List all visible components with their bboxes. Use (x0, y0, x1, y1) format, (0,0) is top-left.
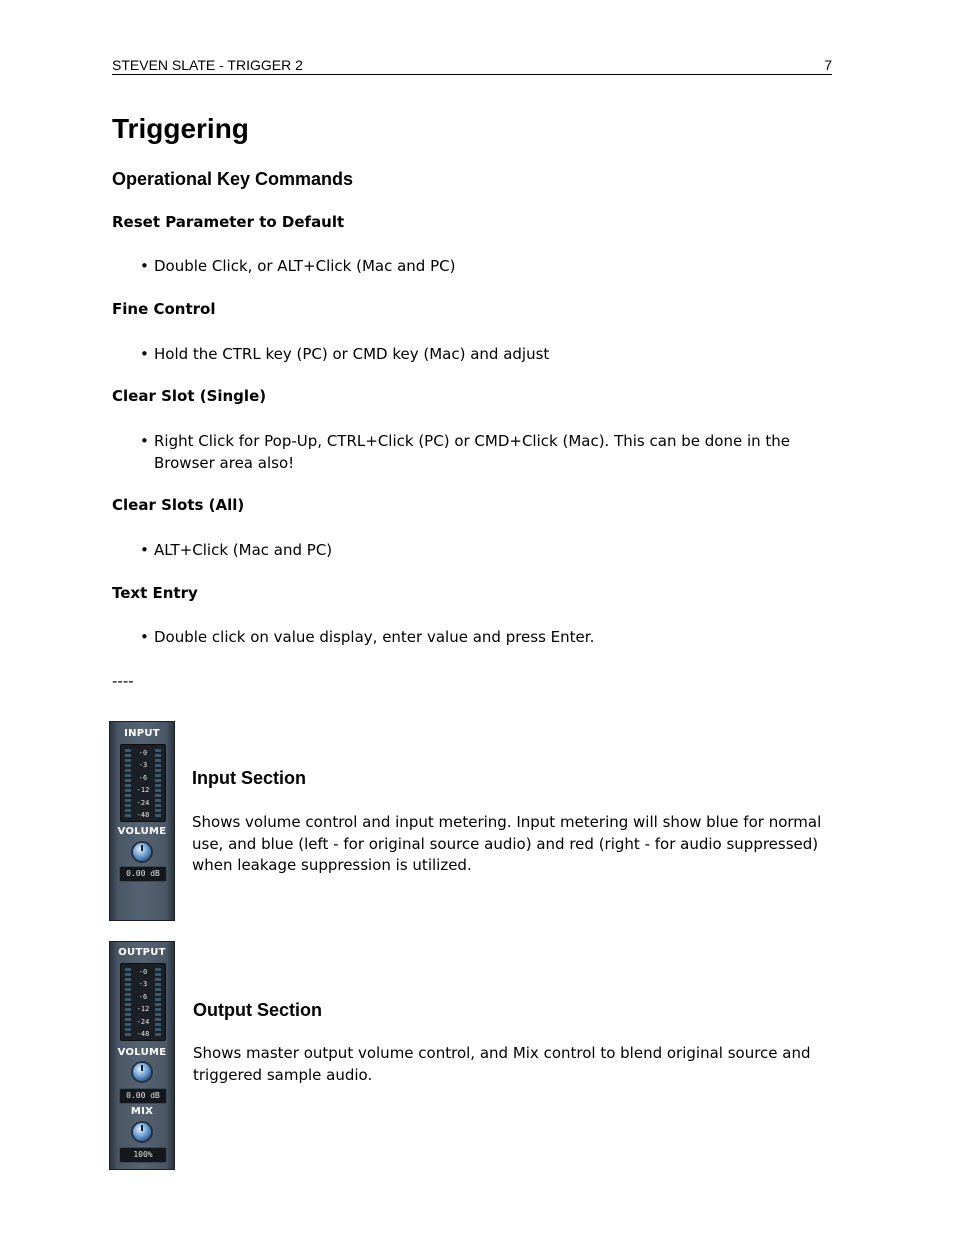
mix-knob-icon (133, 1123, 151, 1141)
scale-tick: -24 (136, 798, 150, 807)
meter-bar-left (125, 749, 131, 817)
volume-value-display: 0.00 dB (119, 1088, 167, 1104)
input-panel-image (109, 721, 175, 921)
command-bullet-clear-slots (140, 539, 830, 561)
command-bullet-reset (140, 255, 830, 277)
scale-tick: -12 (136, 1005, 150, 1014)
command-title-clear-slot: Clear Slot (Single) (112, 387, 267, 405)
page-number: 7 (824, 57, 832, 73)
bullet-glyph: • (140, 257, 149, 275)
meter-scale (133, 747, 153, 821)
page-title: Triggering (112, 113, 249, 144)
bullet-text: Double click on value display, enter value and press Enter. (154, 628, 595, 646)
scale-tick: -48 (136, 1030, 150, 1039)
command-title-fine-control: Fine Control (112, 300, 216, 318)
header-title: STEVEN SLATE - TRIGGER 2 (112, 57, 303, 73)
scale-tick: -24 (136, 1017, 150, 1026)
bullet-glyph: • (140, 541, 149, 559)
scale-tick: -3 (138, 761, 148, 770)
meter-bar-right (155, 968, 161, 1036)
input-section-title: Input Section (192, 768, 306, 788)
meter-bar-left (125, 968, 131, 1036)
meter-bar-right (155, 749, 161, 817)
bullet-text: ALT+Click (Mac and PC) (154, 541, 333, 559)
command-bullet-fine-control (140, 343, 830, 365)
separator: ---- (112, 672, 134, 690)
scale-tick: -0 (138, 749, 148, 757)
command-title-text-entry: Text Entry (112, 584, 198, 602)
mix-label: MIX (130, 1106, 154, 1117)
command-title-clear-slots: Clear Slots (All) (112, 496, 245, 514)
command-title-reset: Reset Parameter to Default (112, 213, 345, 231)
meter-scale (133, 966, 153, 1040)
page-header (112, 57, 832, 75)
bullet-glyph: • (140, 345, 149, 363)
bullet-glyph: • (140, 628, 149, 646)
scale-tick: -0 (138, 968, 148, 976)
output-meter (120, 963, 166, 1041)
output-panel-label: OUTPUT (118, 947, 166, 958)
scale-tick: -3 (138, 980, 148, 989)
output-section-body: Shows master output volume control, and Mix control to blend original source and triggered sample audio. (193, 1044, 811, 1084)
command-bullet-text-entry (140, 626, 830, 648)
volume-label: VOLUME (117, 1047, 167, 1058)
bullet-text: Right Click for Pop-Up, CTRL+Click (PC) or CMD+Click (Mac). This can be done in the Browser area also! (154, 432, 791, 472)
bullet-text: Hold the CTRL key (PC) or CMD key (Mac) and adjust (154, 345, 550, 363)
input-meter (120, 744, 166, 822)
scale-tick: -48 (136, 811, 150, 820)
volume-knob-icon (133, 1063, 151, 1081)
scale-tick: -12 (136, 786, 150, 795)
scale-tick: -6 (138, 992, 148, 1001)
volume-knob-icon (133, 843, 151, 861)
bullet-glyph: • (140, 432, 149, 450)
input-panel-label: INPUT (124, 728, 160, 739)
section-heading-key-commands: Operational Key Commands (112, 169, 354, 189)
scale-tick: -6 (138, 773, 148, 782)
output-section-title: Output Section (193, 1000, 322, 1020)
input-section-body: Shows volume control and input metering. Input metering will show blue for normal use, and blue (left - for original source audio) and red (right - for audio suppressed) when leakage suppression is utilized. (192, 813, 822, 874)
bullet-text: Double Click, or ALT+Click (Mac and PC) (154, 257, 456, 275)
command-bullet-clear-slot (140, 430, 830, 474)
output-panel-image (109, 941, 175, 1170)
volume-value-display: 0.00 dB (119, 866, 167, 882)
mix-value-display: 100% (119, 1147, 167, 1163)
volume-label: VOLUME (117, 826, 167, 837)
